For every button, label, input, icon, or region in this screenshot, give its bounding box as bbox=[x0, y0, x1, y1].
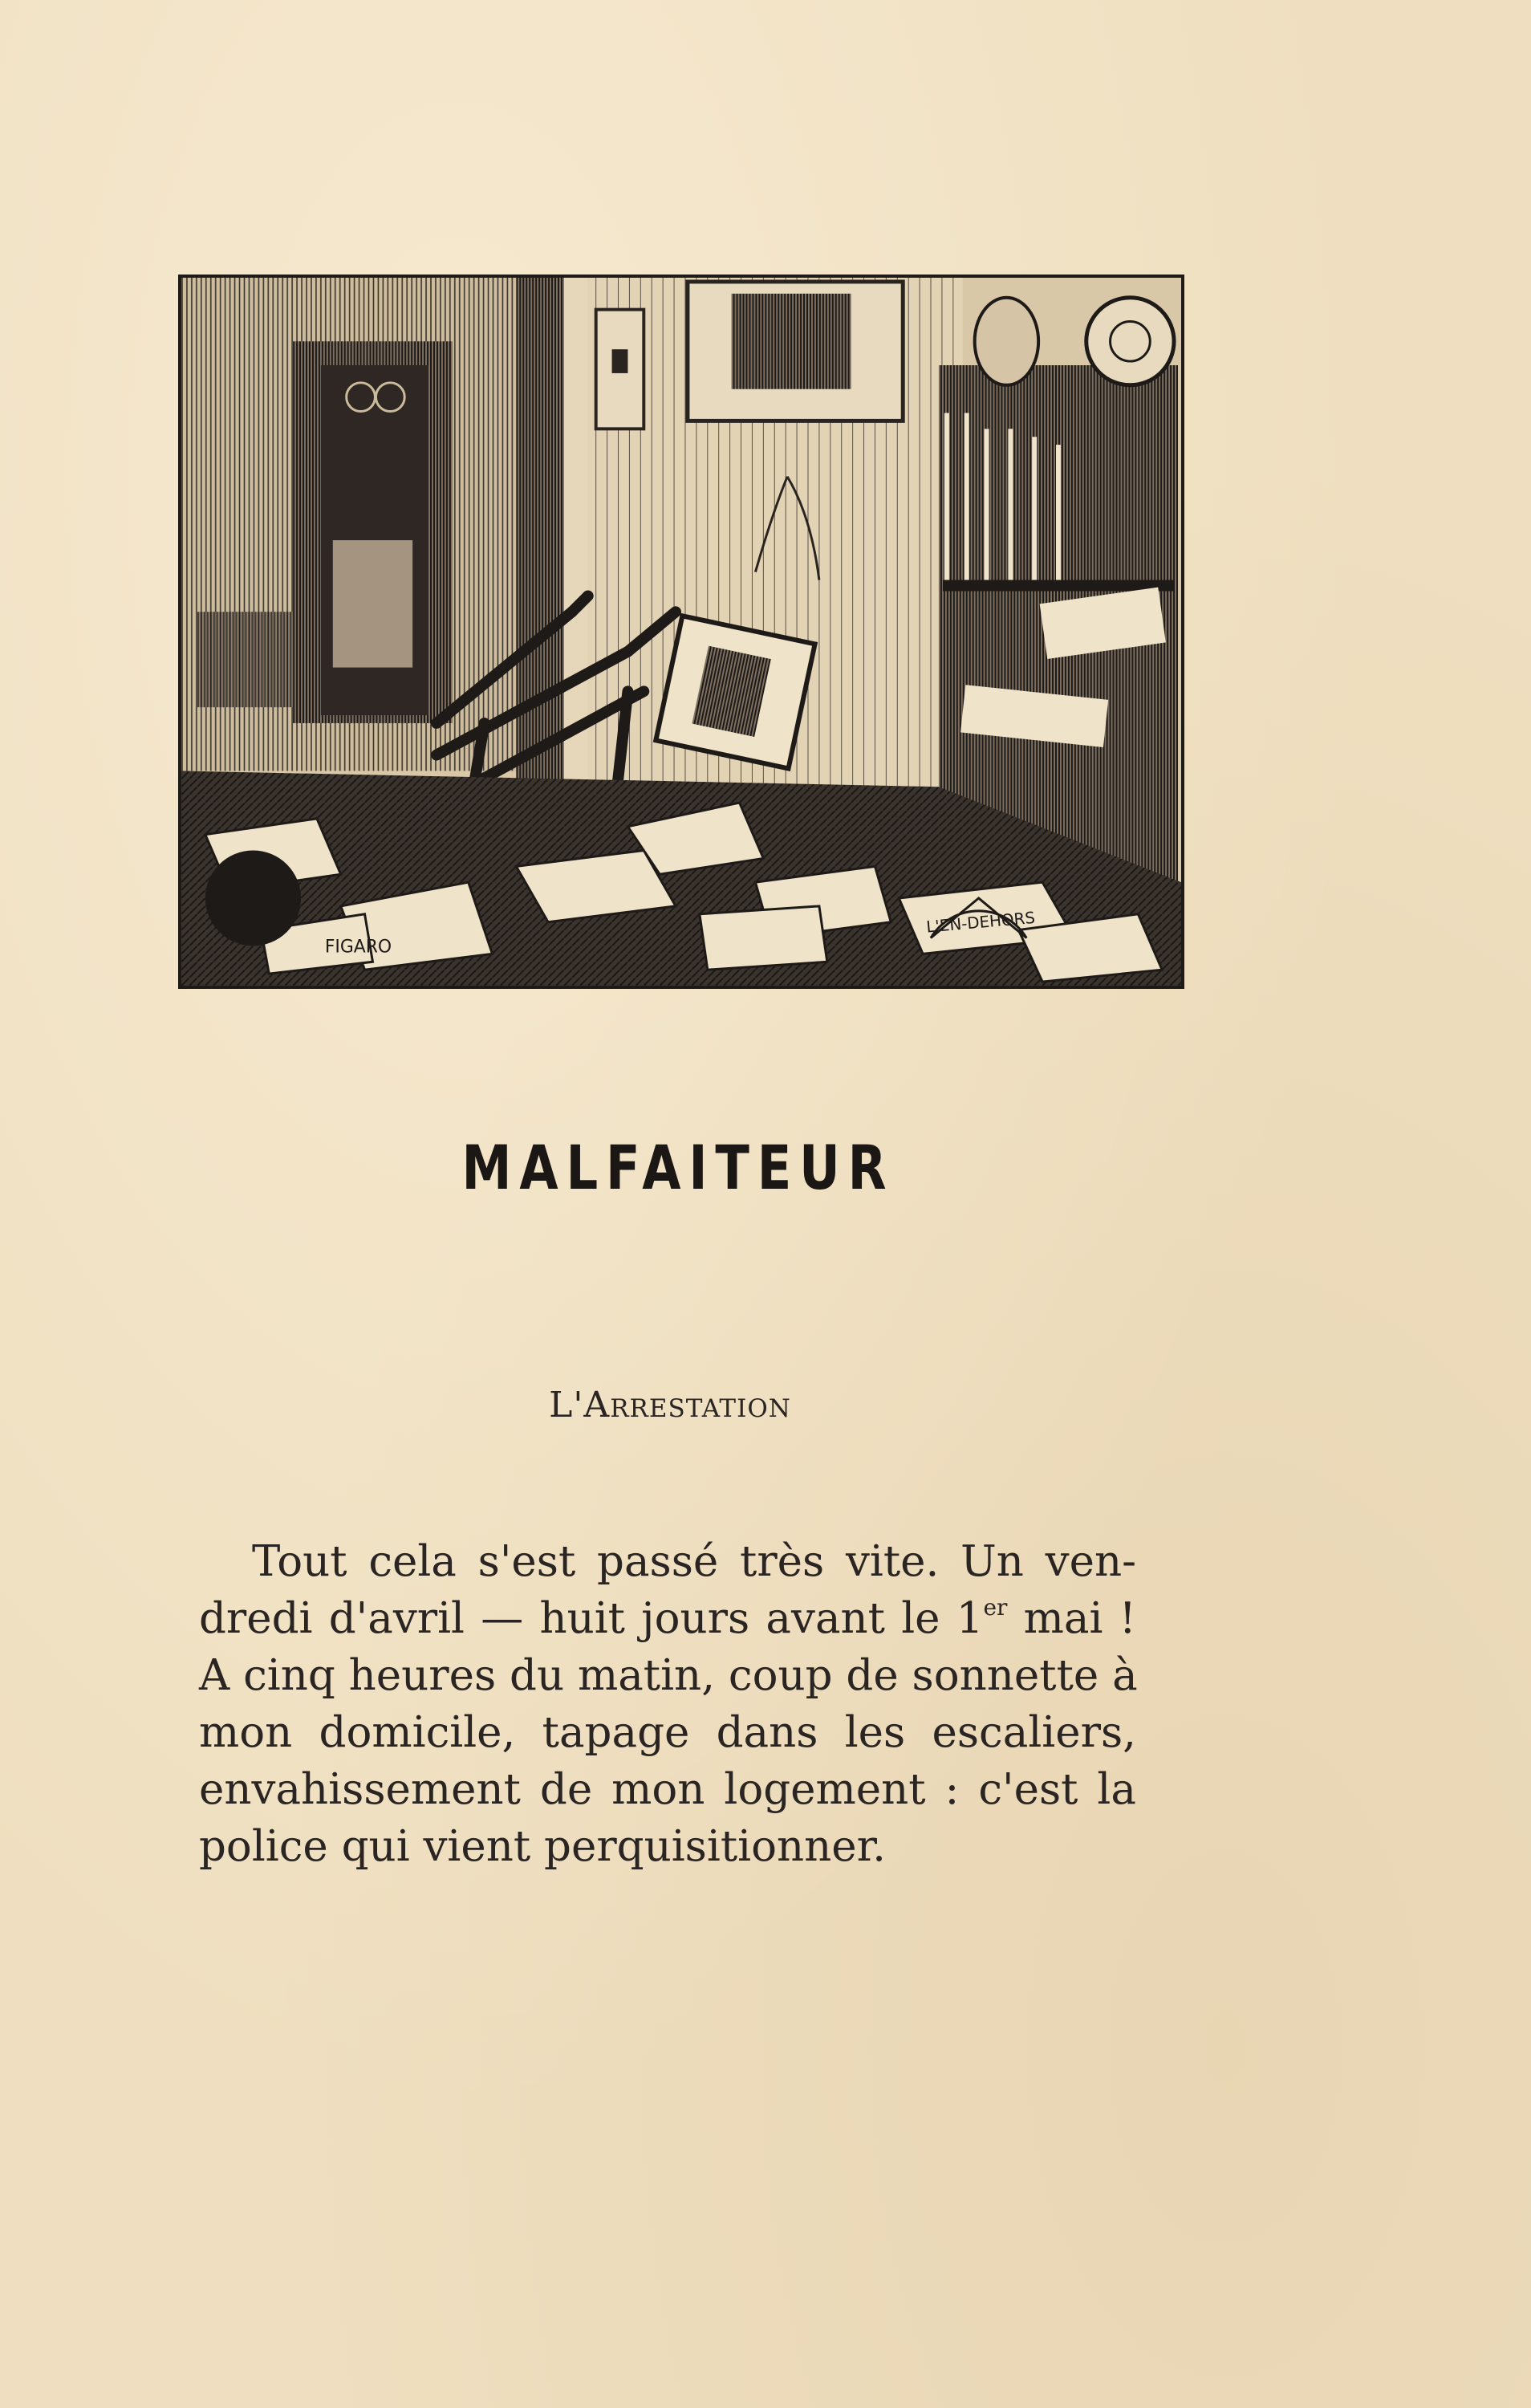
body-line-part: dredi d'avril — huit jours avant le 1 bbox=[199, 1594, 984, 1643]
body-line bbox=[199, 1590, 1136, 1647]
body-line-part: mai ! bbox=[1007, 1594, 1136, 1643]
body-line: envahissement de mon logement : c'est la bbox=[199, 1765, 1136, 1814]
body-line: Tout cela s'est passé très vite. Un ven- bbox=[252, 1537, 1136, 1586]
newspaper-endehors-label: L'EN-DEHORS bbox=[925, 908, 1036, 937]
body-paragraph bbox=[199, 1533, 1136, 1875]
body-line: police qui vient perquisitionner. bbox=[199, 1822, 886, 1871]
chapter-title: MALFAITEUR bbox=[461, 1132, 895, 1203]
ordinal-superscript: er bbox=[983, 1594, 1008, 1621]
engraving-image bbox=[181, 278, 1181, 986]
body-line: A cinq heures du matin, coup de sonnette à bbox=[199, 1651, 1138, 1700]
ransacked-room-illustration bbox=[178, 275, 1184, 989]
body-line: mon domicile, tapage dans les escaliers, bbox=[199, 1708, 1136, 1757]
section-subtitle: L'Arrestation bbox=[549, 1385, 791, 1426]
newspaper-figaro-label: FIGARO bbox=[324, 937, 392, 958]
